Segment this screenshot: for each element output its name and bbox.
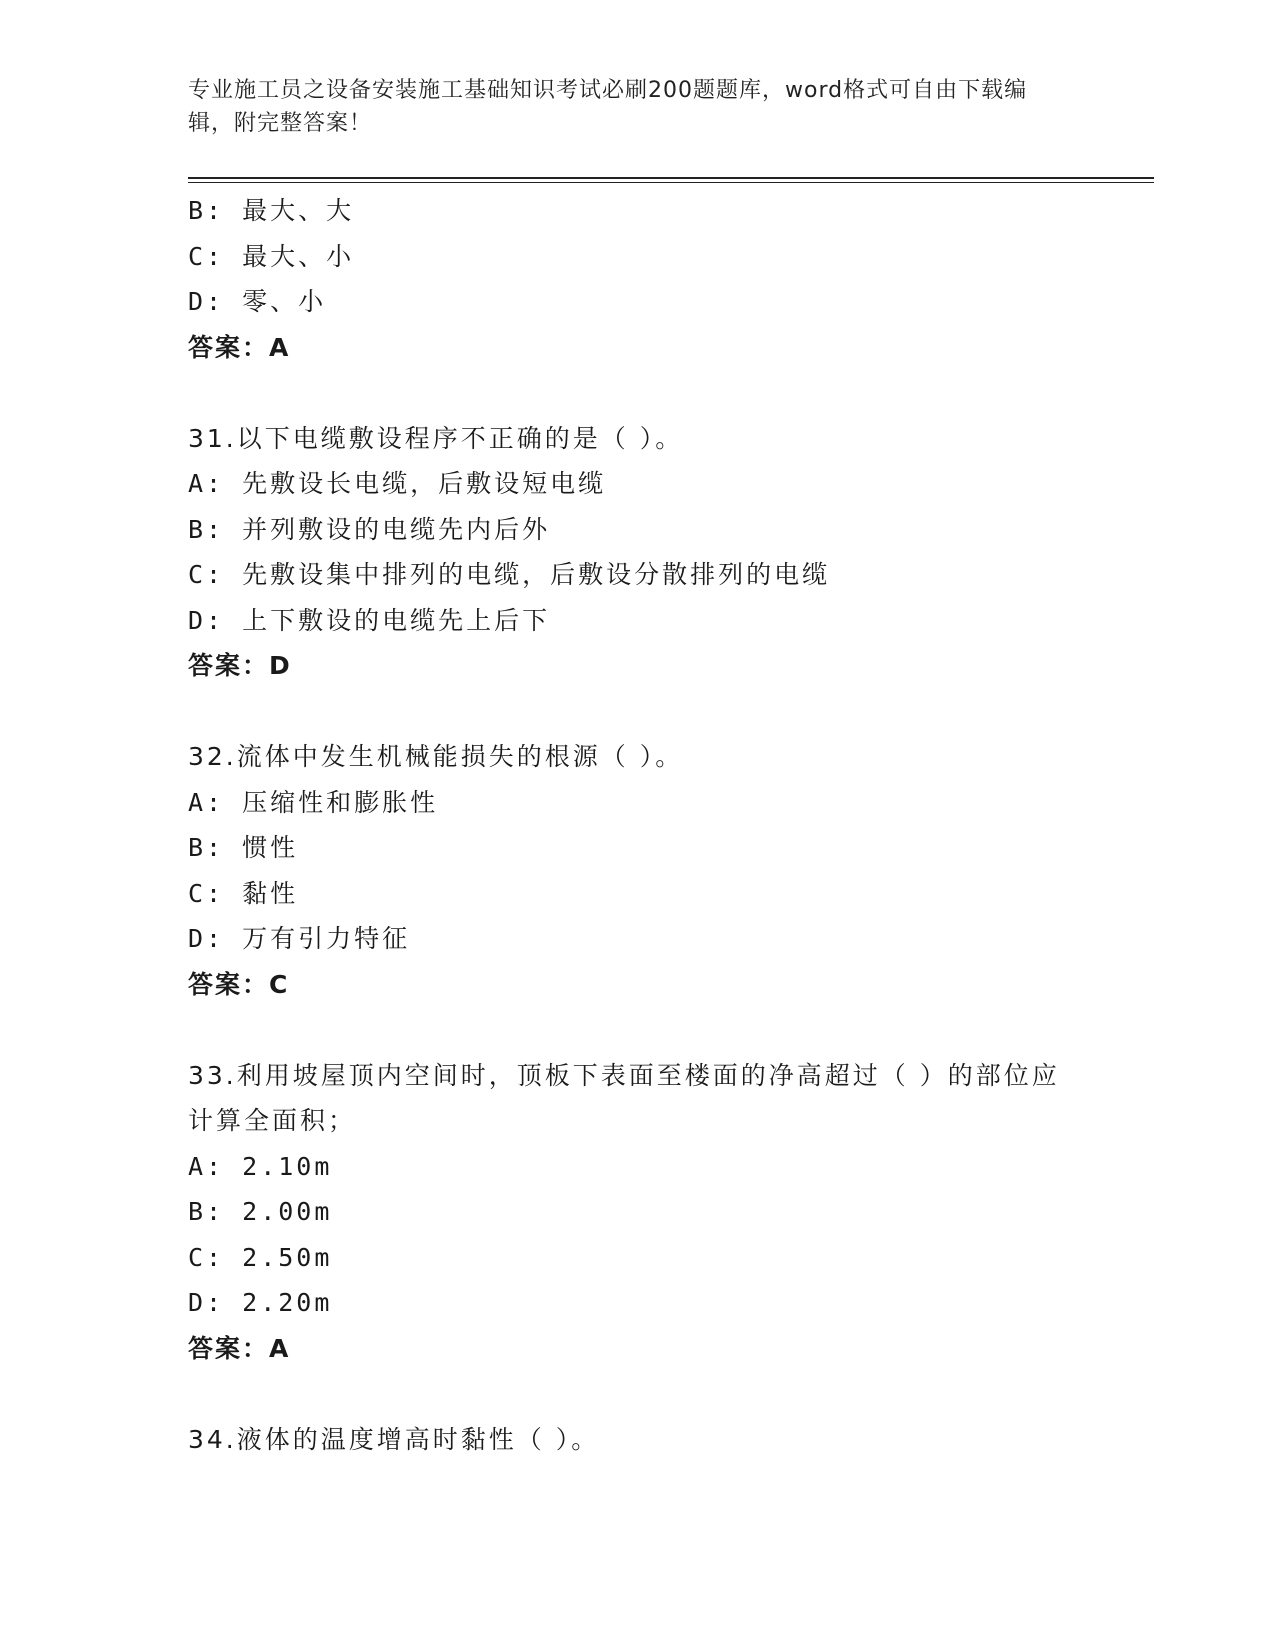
question-33 — [188, 1053, 1148, 1372]
question-stem: 34.液体的温度增高时黏性（ ）。 — [188, 1424, 600, 1454]
option-c: C: 先敷设集中排列的电缆，后敷设分散排列的电缆 — [188, 560, 831, 589]
option-c: C: 黏性 — [188, 878, 299, 908]
question-stem: 32.流体中发生机械能损失的根源（ ）。 — [188, 742, 684, 771]
option-a: A: 先敷设长电缆，后敷设短电缆 — [188, 469, 607, 498]
answer-line: 答案：A — [188, 1333, 291, 1363]
document-header: 专业施工员之设备安装施工基础知识考试必刷200题题库，word格式可自由下载编辑，附完整答案！ — [188, 78, 1028, 136]
header-divider-thick — [188, 177, 1154, 179]
option-a: A: 2.10m — [188, 1151, 333, 1181]
question-continued — [188, 188, 1148, 370]
option-d: D: 万有引力特征 — [188, 924, 411, 953]
question-content — [188, 188, 1148, 1462]
question-stem: 31.以下电缆敷设程序不正确的是（ ）。 — [188, 423, 684, 453]
answer-line: 答案：C — [188, 969, 290, 999]
option-d: D: 零、小 — [188, 287, 327, 316]
question-stem: 33.利用坡屋顶内空间时，顶板下表面至楼面的净高超过（ ）的部位应计算全面积； — [188, 1060, 1060, 1135]
spacer — [188, 370, 1148, 416]
option-d: D: 2.20m — [188, 1288, 333, 1317]
option-b: B: 惯性 — [188, 833, 299, 862]
spacer — [188, 689, 1148, 735]
answer-line: 答案：A — [188, 332, 291, 362]
option-c: C: 2.50m — [188, 1242, 333, 1272]
option-b: B: 最大、大 — [188, 196, 355, 225]
answer-line: 答案：D — [188, 651, 292, 680]
option-b: B: 2.00m — [188, 1197, 333, 1226]
option-a: A: 压缩性和膨胀性 — [188, 787, 439, 817]
option-d: D: 上下敷设的电缆先上后下 — [188, 605, 551, 635]
question-32 — [188, 734, 1148, 1007]
question-31 — [188, 416, 1148, 689]
spacer — [188, 1371, 1148, 1417]
option-c: C: 最大、小 — [188, 241, 355, 271]
question-34 — [188, 1417, 1148, 1463]
option-b: B: 并列敷设的电缆先内后外 — [188, 514, 551, 544]
header-divider-thin — [188, 182, 1154, 183]
spacer — [188, 1007, 1148, 1053]
